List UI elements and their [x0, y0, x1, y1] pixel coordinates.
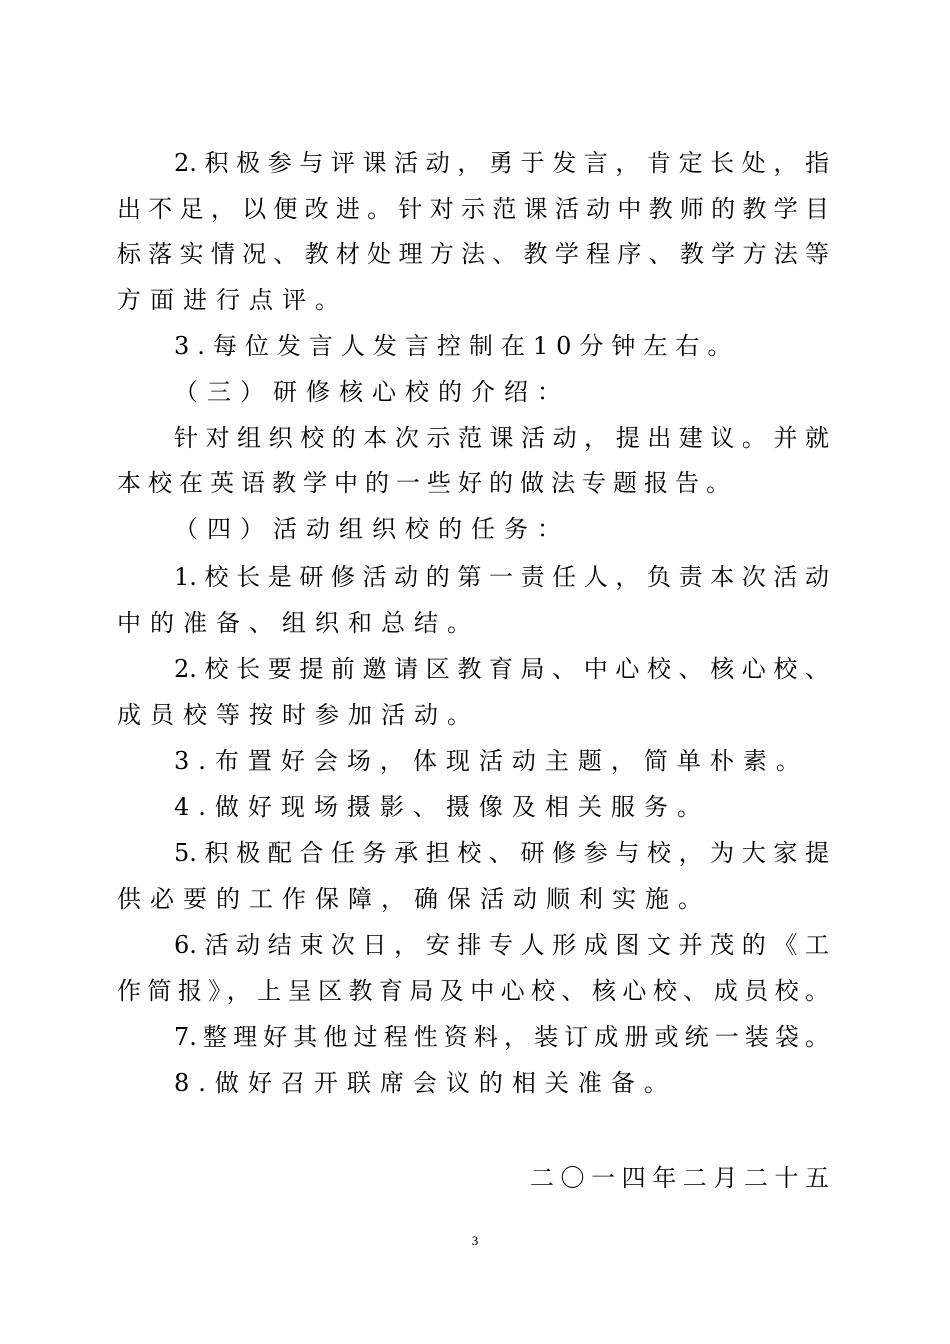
section-heading: （四）活动组织校的任务： [174, 515, 570, 543]
document-date: 二〇一四年二月二十五 [530, 1164, 829, 1192]
paragraph-line: 中的准备、组织和总结。 [117, 609, 480, 637]
paragraph-line: 针对组织校的本次示范课活动，提出建议。并就 [174, 424, 829, 452]
paragraph-line: 5.积极配合任务承担校、研修参与校，为大家提 [174, 839, 829, 867]
paragraph-line: 标落实情况、教材处理方法、教学程序、教学方法等 [117, 240, 829, 268]
paragraph-line: 4.做好现场摄影、摄像及相关服务。 [174, 793, 710, 821]
page-number: 3 [471, 1233, 479, 1248]
paragraph-line: 作简报》，上呈区教育局及中心校、核心校、成员校。 [117, 977, 829, 1005]
paragraph-line: 7.整理好其他过程性资料，装订成册或统一装袋。 [174, 1023, 829, 1051]
paragraph-line: 出不足，以便改进。针对示范课活动中教师的教学目 [117, 195, 829, 223]
paragraph-line: 成员校等按时参加活动。 [117, 701, 480, 729]
paragraph-line: 供必要的工作保障，确保活动顺利实施。 [117, 885, 711, 913]
paragraph-line: 8.做好召开联席会议的相关准备。 [174, 1069, 677, 1097]
paragraph-line: 3.每位发言人发言控制在10分钟左右。 [174, 332, 740, 360]
paragraph-line: 6.活动结束次日，安排专人形成图文并茂的《工 [174, 931, 829, 959]
paragraph-line: 2.积极参与评课活动，勇于发言，肯定长处，指 [174, 149, 829, 177]
paragraph-line: 3.布置好会场，体现活动主题，简单朴素。 [174, 747, 809, 775]
section-heading: （三）研修核心校的介绍： [174, 378, 570, 406]
paragraph-line: 本校在英语教学中的一些好的做法专题报告。 [117, 469, 737, 497]
paragraph-line: 2.校长要提前邀请区教育局、中心校、核心校、 [174, 655, 829, 683]
paragraph-line: 1.校长是研修活动的第一责任人，负责本次活动 [174, 563, 829, 591]
paragraph-line: 方面进行点评。 [117, 286, 348, 314]
